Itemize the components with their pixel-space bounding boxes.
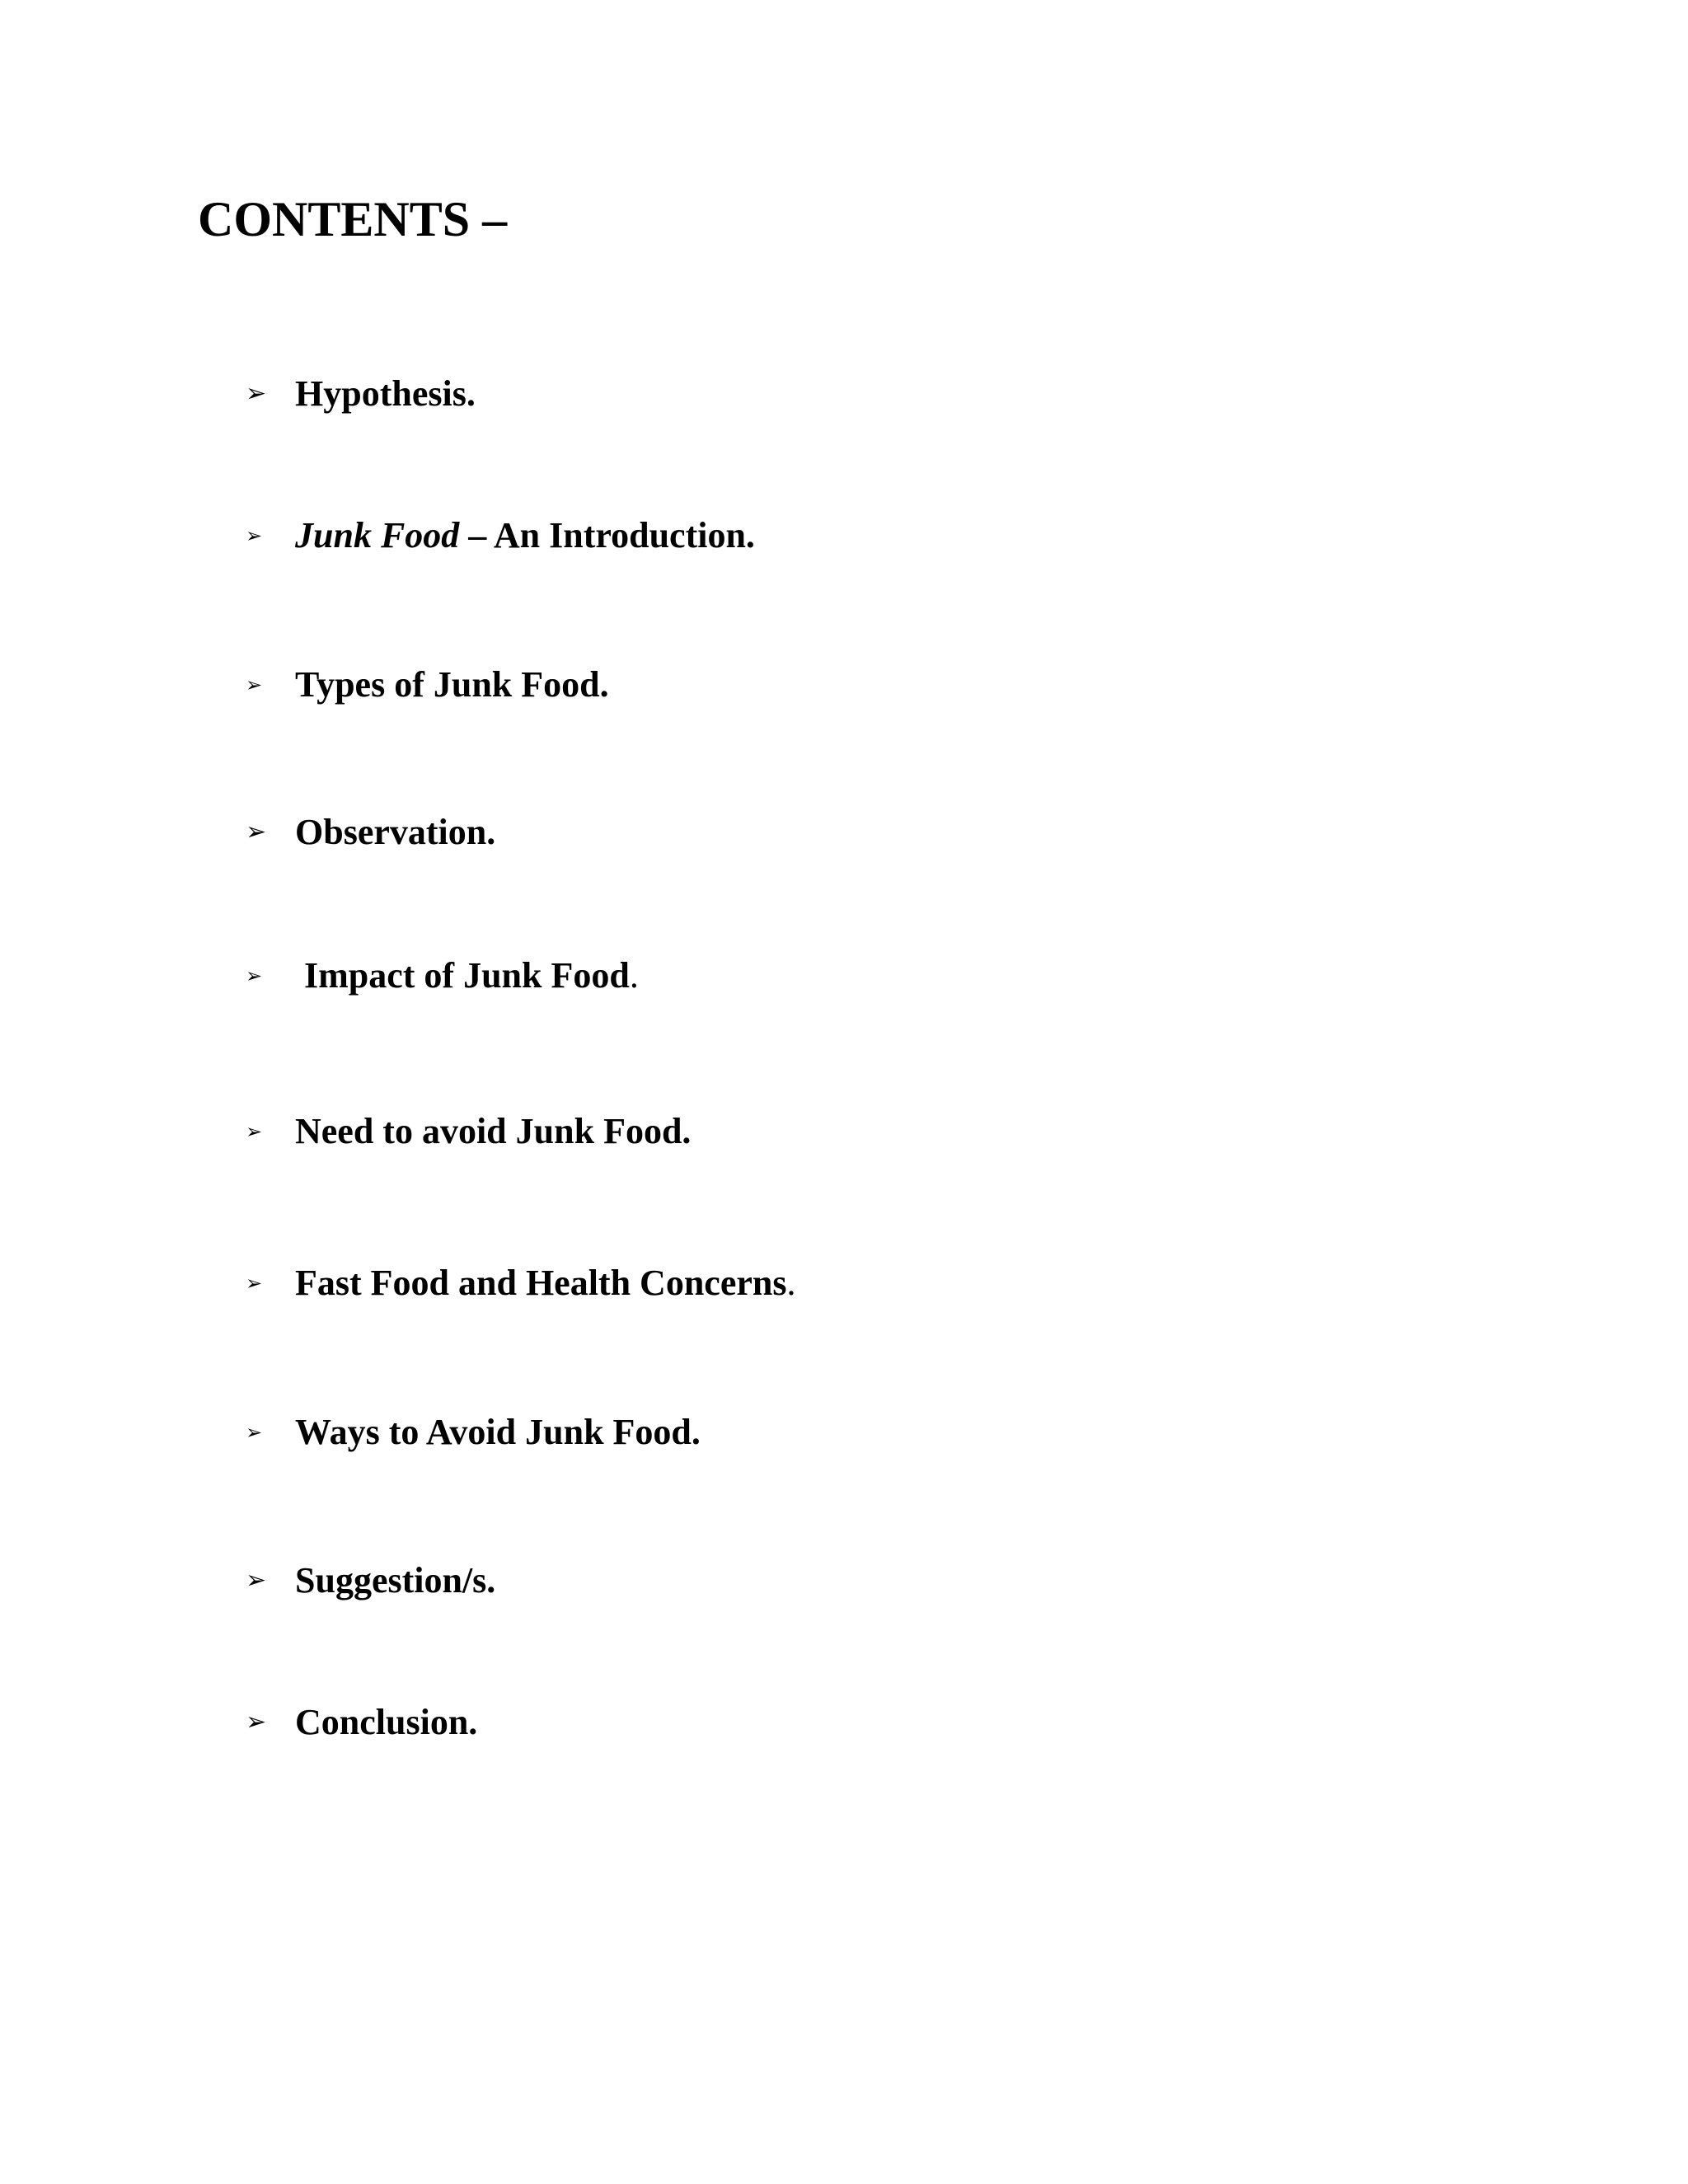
page-title: CONTENTS – <box>198 192 508 246</box>
arrowhead-bullet-icon: ➢ <box>246 673 263 696</box>
list-item-label-period: . <box>786 1263 796 1303</box>
list-item-label: Hypothesis. <box>295 373 476 414</box>
list-item-label: Types of Junk Food. <box>295 664 609 705</box>
list-item-label <box>295 515 755 555</box>
list-item-label-period: . <box>629 955 639 996</box>
list-item <box>246 1263 795 1304</box>
arrowhead-bullet-icon: ➢ <box>246 964 263 987</box>
list-item-label-rest: – An Introduction. <box>459 515 755 555</box>
list-item-label: Observation. <box>295 812 496 852</box>
list-item <box>246 1412 701 1453</box>
arrowhead-bullet-icon: ➢ <box>246 818 267 846</box>
list-item-label: Suggestion/s. <box>295 1560 496 1601</box>
list-item <box>246 812 495 853</box>
list-item <box>246 664 609 705</box>
list-item <box>246 1560 495 1601</box>
list-item <box>246 1702 477 1743</box>
list-item-label: Need to avoid Junk Food. <box>295 1111 692 1151</box>
arrowhead-bullet-icon: ➢ <box>246 1272 263 1295</box>
list-item-label-italic: Junk Food <box>295 515 460 555</box>
list-item <box>246 373 476 415</box>
list-item-label-main: Fast Food and Health Concerns <box>295 1263 787 1303</box>
list-item-label <box>295 1265 795 1301</box>
list-item-label: Ways to Avoid Junk Food. <box>295 1412 701 1452</box>
list-item-label <box>304 955 639 996</box>
list-item <box>246 515 755 556</box>
list-item <box>246 955 639 996</box>
arrowhead-bullet-icon: ➢ <box>246 1708 267 1736</box>
arrowhead-bullet-icon: ➢ <box>246 524 263 547</box>
list-item-label-main: Impact of Junk Food <box>304 955 630 996</box>
list-item-label: Conclusion. <box>295 1702 478 1742</box>
arrowhead-bullet-icon: ➢ <box>246 1421 263 1444</box>
arrowhead-bullet-icon: ➢ <box>246 1120 263 1143</box>
arrowhead-bullet-icon: ➢ <box>246 379 267 408</box>
arrowhead-bullet-icon: ➢ <box>246 1566 267 1595</box>
list-item <box>246 1111 691 1152</box>
